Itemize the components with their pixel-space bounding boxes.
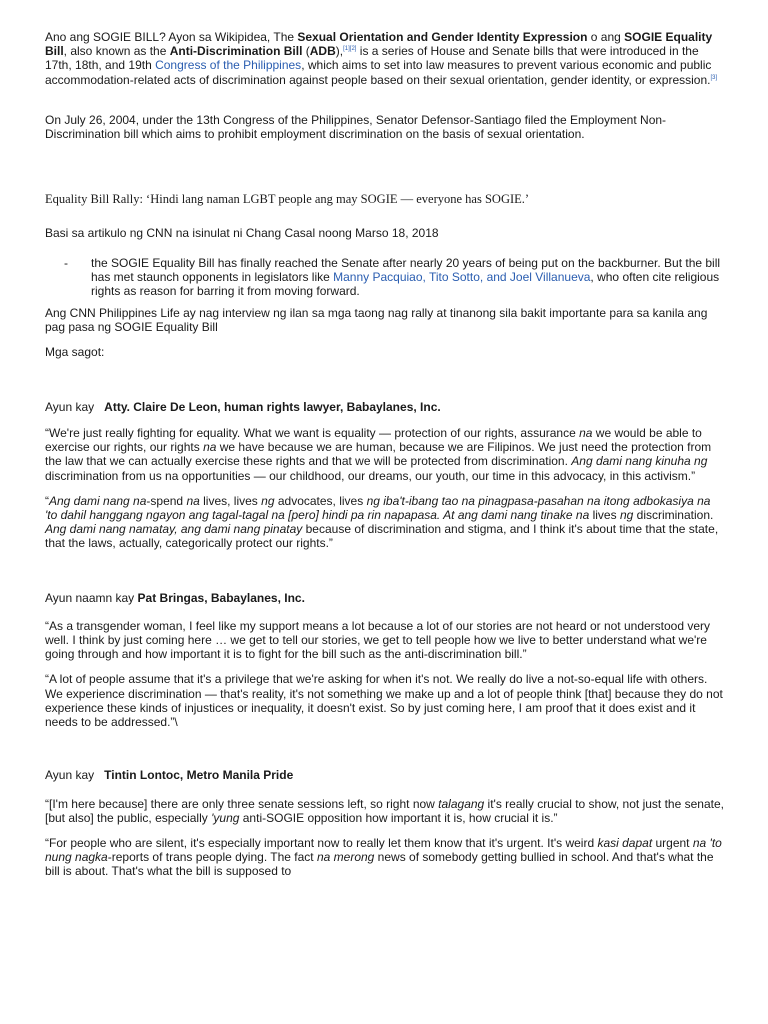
rally-quote: Equality Bill Rally: ‘Hindi lang naman LGBT people ang may SOGIE — everyone has SOGIE.’ <box>45 192 530 207</box>
bold-term: Sexual Orientation and Gender Identity Expression <box>297 30 588 44</box>
quote-paragraph: “A lot of people assume that it's a privilege that we're asking for when it's not. We really do live a not-so-equal life with others. We experience discrimination — that's reality, it's not something we make up and a lot of people think [that] because they do not experience these kinds of injustices or inequality, it doesn't exist. So by just coming here, I am proof that it does exist and it needs to be addressed.”\ <box>45 672 723 730</box>
speaker-heading: Ayun kay Atty. Claire De Leon, human rights lawyer, Babaylanes, Inc. <box>45 399 441 414</box>
answers-label: Mga sagot: <box>45 344 105 359</box>
source-line: Basi sa artikulo ng CNN na isinulat ni Chang Casal noong Marso 18, 2018 <box>45 226 439 241</box>
bold-term: SOGIE Equality Bill <box>45 30 713 59</box>
bold-term: Anti-Discrimination Bill <box>169 44 303 59</box>
document-body <box>45 30 725 879</box>
bullet-item: - the SOGIE Equality Bill has finally reached the Senate after nearly 20 years of being put on the backburner. But the bill has met staunch opponents in legislators like Manny Pacquiao, Tito Sotto, and Joel Villanueva, who often cite religious rights as reason for barring it from moving forward. <box>64 255 721 299</box>
speaker-heading: Ayun kay Tintin Lontoc, Metro Manila Pride <box>45 768 294 783</box>
legislators-link[interactable]: Manny Pacquiao, Tito Sotto, and Joel Villanueva <box>333 269 591 284</box>
bullet-dash: - <box>64 255 68 270</box>
citation-link[interactable]: [1][2] <box>343 46 357 53</box>
citation-link[interactable]: [3] <box>710 74 718 81</box>
bold-term: ADB <box>309 44 336 59</box>
speaker-name: Atty. Claire De Leon, human rights lawyer, Babaylanes, Inc. <box>104 399 441 414</box>
speaker-name: Tintin Lontoc, Metro Manila Pride <box>104 768 294 783</box>
history-paragraph: On July 26, 2004, under the 13th Congress of the Philippines, Senator Defensor-Santiago filed the Employment Non-Discrimination bill which aims to prohibit employment discrimination on the basis of sexual orientation. <box>45 112 667 142</box>
congress-link[interactable]: Congress of the Philippines <box>155 58 302 73</box>
quote-paragraph: “[I'm here because] there are only three senate sessions left, so right now talagang it's really crucial to show, not just the senate, [but also] the public, especially 'yung anti-SOGIE opposition how important it is, how crucial it is.” <box>45 796 724 825</box>
quote-paragraph: “For people who are silent, it's especially important now to really let them know that it's urgent. It's weird kasi dapat urgent na 'to nung nagka-reports of trans people dying. The fact na merong news of somebody getting bullied in school. And that's what the bill is about. That's what the bill is supposed to <box>45 835 722 879</box>
intro-paragraph: Ano ang SOGIE BILL? Ayon sa Wikipidea, The Sexual Orientation and Gender Identity Expression o ang SOGIE Equality Bill, also known as the Anti-Discrimination Bill (ADB),[1][2] is a series of House and Senate bills that were introduced in the 17th, 18th, and 19th Congress of the Philippines, which aims to set into law measures to prevent various economic and public accommodation-related acts of discrimination against people based on their sexual orientation, gender identity, or expression.[3] <box>45 30 718 87</box>
quote-paragraph: “As a transgender woman, I feel like my support means a lot because a lot of our stories are not heard or not understood very well. I think by just coming here … we get to tell our stories, we get to tell people how we live to better understand what we're going through and how important it is to fight for the bill such as the anti-discrimination bill.” <box>45 618 711 662</box>
quote-paragraph: “We're just really fighting for equality. What we want is equality — protection of our rights, assurance na we would be able to exercise our rights, our rights na we have because we are human, because we are Filipinos. We just need the protection from the law that we can actually exercise these rights and that we will be protected from discrimination. Ang dami nang kinuha ng discrimination from us na opportunities — our childhood, our dreams, our youth, our time in this advocacy, in this activism.” <box>45 426 712 483</box>
quote-paragraph: “Ang dami nang na-spend na lives, lives ng advocates, lives ng iba't-ibang tao na pinagpasa-pasahan na itong adbokasiya na 'to dahil hanggang ngayon ang tagal-tagal na [pero] hindi pa rin napapasa. At ang dami nang tinake na lives ng discrimination. Ang dami nang namatay, ang dami nang pinatay because of discrimination and stigma, and I think it's about time that the state, that the laws, actually, categorically protect our rights.” <box>45 493 719 551</box>
speaker-heading: Ayun naamn kay Pat Bringas, Babaylanes, Inc. <box>45 590 305 605</box>
speaker-name: Pat Bringas, Babaylanes, Inc. <box>137 590 305 605</box>
cnn-intro: Ang CNN Philippines Life ay nag interview ng ilan sa mga taong nag rally at tinanong sila bakit importante para sa kanila ang pag pasa ng SOGIE Equality Bill <box>45 306 708 335</box>
